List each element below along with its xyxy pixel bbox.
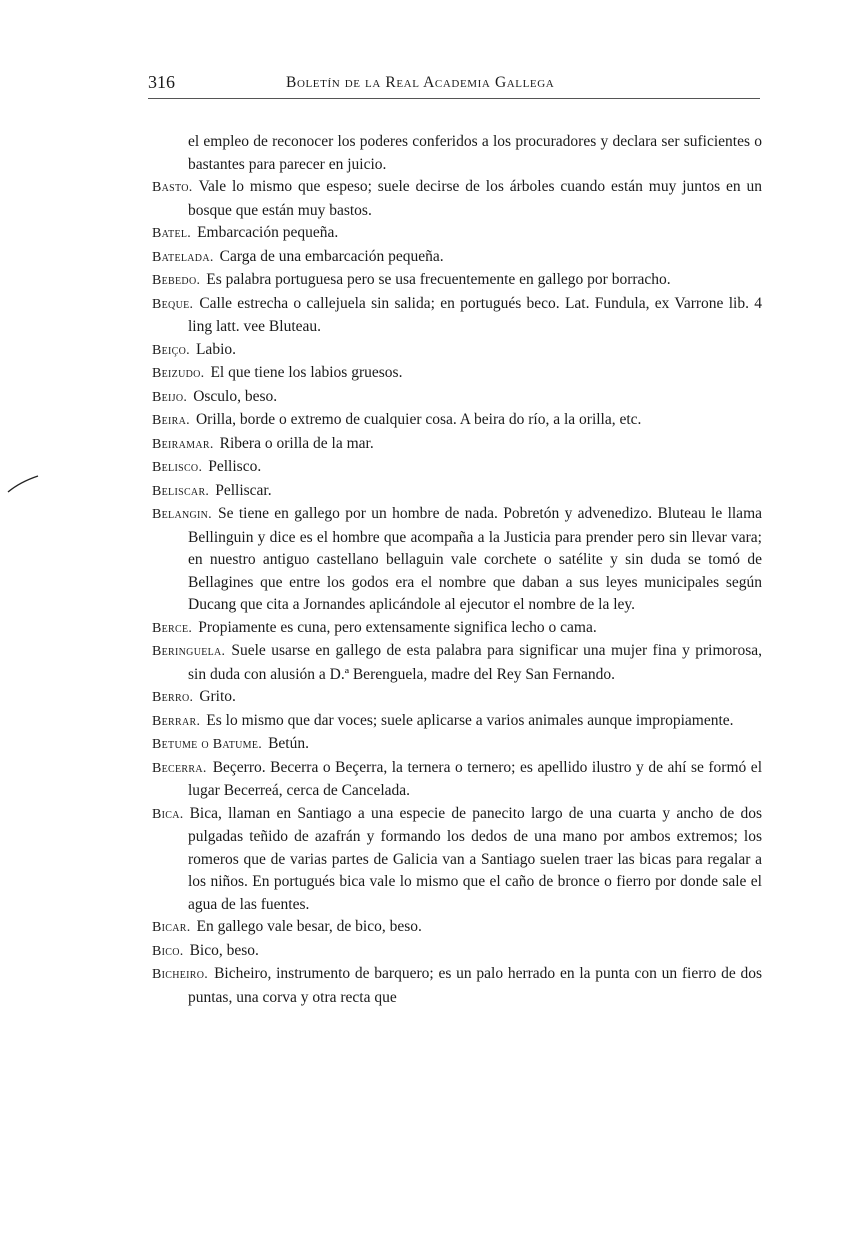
dictionary-entry	[152, 293, 762, 339]
entry-definition: Osculo, beso.	[193, 387, 278, 405]
entry-definition: Labio.	[195, 340, 236, 358]
entry-headword: Beringuela.	[152, 644, 226, 659]
dictionary-entry	[152, 963, 762, 1009]
dictionary-entry	[152, 362, 762, 386]
dictionary-entry	[152, 456, 762, 480]
entry-definition: Pelliscar.	[215, 481, 272, 499]
entry-headword: Belangin.	[152, 507, 212, 522]
pencil-mark-icon	[6, 472, 40, 496]
dictionary-entry	[152, 686, 762, 710]
entry-definition: Propiamente es cuna, pero extensamente significa lecho o cama.	[198, 618, 597, 636]
dictionary-entry	[152, 176, 762, 222]
entry-headword: Beijo.	[152, 389, 188, 405]
entry-headword: Beque.	[152, 296, 194, 312]
entry-definition: Bica, llaman en Santiago a una especie de panecito largo de una cuarta y ancho de dos pulgadas teñido de azafrán y formando los dedos de una mano por ambos extremos; los romeros que de varias partes de Galicia van a Santiago suelen traer las bicas para regalar a los niños. En portugués bica vale lo mismo que el caño de bronce o fierro por donde sale el agua de las fuentes.	[188, 804, 762, 913]
entry-headword: Bico.	[152, 943, 184, 959]
dictionary-entry	[152, 617, 762, 641]
entry-headword: Bicheiro.	[152, 967, 209, 982]
entry-definition: Bicheiro, instrumento de barquero; es un palo herrado en la punta con un fierro de dos puntas, una corva y otra recta que	[188, 965, 762, 1006]
dictionary-entries	[152, 131, 762, 1009]
entry-definition: Embarcación pequeña.	[197, 224, 339, 241]
entry-definition: Pellisco.	[208, 458, 262, 475]
entry-definition: El que tiene los labios gruesos.	[210, 364, 403, 381]
entry-headword: Berro.	[152, 690, 194, 705]
dictionary-entry	[152, 803, 762, 917]
entry-headword: Beliscar.	[152, 483, 210, 499]
dictionary-entry	[152, 710, 762, 734]
dictionary-entry	[152, 339, 762, 363]
entry-list	[152, 176, 762, 1009]
entry-definition: Suele usarse en gallego de esta palabra para significar una mujer fina y primorosa, sin duda con alusión a D.ª Berenguela, madre del Rey San Fernando.	[188, 642, 762, 683]
entry-headword: Berrar.	[152, 713, 201, 729]
dictionary-entry	[152, 386, 762, 410]
entry-definition: Vale lo mismo que espeso; suele decirse de los árboles cuando están muy juntos en un bosque que están muy bastos.	[188, 178, 762, 219]
entry-headword: Bicar.	[152, 920, 191, 935]
dictionary-entry	[152, 480, 762, 504]
entry-headword: Beiço.	[152, 342, 190, 358]
entry-headword: Batelada.	[152, 249, 214, 265]
entry-definition: Orilla, borde o extremo de cualquier cosa. A beira do río, a la orilla, etc.	[195, 411, 642, 428]
dictionary-entry	[152, 916, 762, 940]
entry-definition: Ribera o orilla de la mar.	[219, 434, 374, 452]
entry-definition: Bico, beso.	[189, 941, 259, 959]
entry-headword: Berce.	[152, 620, 193, 636]
entry-headword: Becerra.	[152, 760, 207, 776]
dictionary-entry	[152, 640, 762, 686]
dictionary-entry	[152, 433, 762, 457]
entry-headword: Bica.	[152, 806, 184, 822]
entry-headword: Beizudo.	[152, 366, 205, 381]
dictionary-entry	[152, 940, 762, 964]
entry-headword: Belisco.	[152, 460, 203, 475]
entry-headword: Bebedo.	[152, 273, 201, 288]
entry-headword: Beira.	[152, 413, 190, 428]
entry-headword: Batel.	[152, 226, 192, 241]
entry-definition: En gallego vale besar, de bico, beso.	[196, 918, 422, 935]
entry-definition: Carga de una embarcación pequeña.	[219, 247, 444, 265]
entry-definition: Beçerro. Becerra o Beçerra, la ternera o ternero; es apellido ilustro y de ahí se formó el lugar Becerreá, cerca de Cancelada.	[188, 758, 762, 799]
dictionary-entry	[152, 246, 762, 270]
dictionary-entry	[152, 503, 762, 617]
continuation-paragraph: el empleo de reconocer los poderes conferidos a los procuradores y declara ser suficientes o bastantes para parecer en juicio.	[188, 133, 762, 173]
entry-definition: Se tiene en gallego por un hombre de nada. Pobretón y advenedizo. Bluteau le llama Bellinguin y dice es el hombre que acompaña a la Justicia para prender pero sin llevar vara; en nuestro antiguo castellano bellaguin vale corchete o satélite y sin duda se tomó de Bellagines que entre los godos era el nombre que daban a sus leyes municipales según Ducang que cita a Jornandes aplicándole al ejecutor el nombre de la ley.	[188, 505, 762, 613]
entry-headword: Betume o Batume.	[152, 737, 263, 752]
running-header	[148, 72, 760, 99]
dictionary-entry	[152, 269, 762, 293]
entry-definition: Calle estrecha o callejuela sin salida; en portugués beco. Lat. Fundula, ex Varrone lib. 4 ling latt. vee Bluteau.	[188, 294, 762, 335]
page-number: 316	[148, 72, 175, 92]
dictionary-entry	[152, 222, 762, 246]
entry-definition: Es lo mismo que dar voces; suele aplicarse a varios animales aunque impropiamente.	[206, 711, 734, 729]
dictionary-entry	[152, 409, 762, 433]
entry-definition: Es palabra portuguesa pero se usa frecuentemente en gallego por borracho.	[206, 271, 671, 288]
entry-headword: Basto.	[152, 180, 193, 195]
journal-title: Boletín de la Real Academia Gallega	[286, 74, 555, 91]
dictionary-entry	[152, 733, 762, 757]
entry-headword: Beiramar.	[152, 436, 214, 452]
entry-definition: Betún.	[268, 735, 309, 752]
dictionary-entry	[152, 757, 762, 803]
entry-definition: Grito.	[199, 688, 236, 705]
